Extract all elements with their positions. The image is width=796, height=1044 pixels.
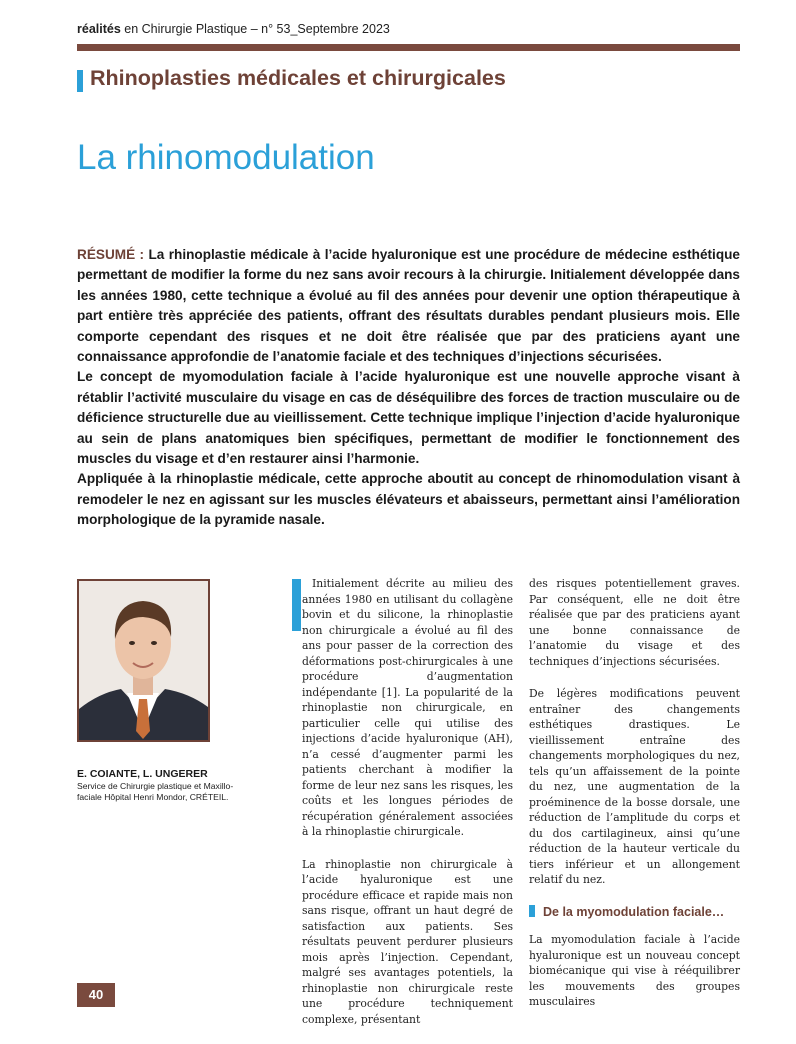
dropcap-marker bbox=[292, 579, 301, 631]
header-rule bbox=[77, 44, 740, 51]
page-number: 40 bbox=[77, 983, 115, 1007]
abstract-text: La rhinoplastie médicale à l’acide hyaluronique est une procédure de médecine esthétique permettant de modifier la forme du nez sans avoir recours à la chirurgie. Initialement développée dans les années 1980, cette technique a évolué au fil des années pour devenir une option thérapeutique à part entière très appréciée des patients, offrant des résultats durables pendant plusieurs mois. Elle comporte cependant des risques et ne doit être réalisée que par des praticiens ayant une connaissance approfondie de l’anatomie faciale et des techniques d’injections sécurisées. bbox=[77, 247, 740, 365]
body-paragraph: La myomodulation faciale à l’acide hyaluronique est un nouveau concept biomécanique qui vise à rééquilibrer les mouvements des groupes musculaires bbox=[529, 933, 740, 1008]
author-names: E. COIANTE, L. UNGERER bbox=[77, 768, 208, 780]
author-photo bbox=[77, 579, 210, 742]
body-paragraph: De légères modifications peuvent entraîner des changements esthétiques drastiques. Le vieillissement entraîne des changements morphologiques du nez, tels qu’un affaissement de la pointe du nez, une augmentation de la proéminence de la bosse dorsale, une réduction de l’amplitude du corps et du dos cartilagineux, ainsi qu’une réduction de la hauteur verticale du tiers inférieur et un allongement relatif du nez. bbox=[529, 687, 740, 886]
article-title: La rhinomodulation bbox=[77, 138, 375, 177]
body-column-1 bbox=[302, 576, 513, 1044]
body-paragraph: Initialement décrite au milieu des années 1980 en utilisant du collagène bovin et du silicone, la rhinoplastie non chirurgicale a évolué au fil des ans pour passer de la correction des déformations post-chirurgicales à une procédure d’augmentation indépendante [1]. La popularité de la rhinoplastie non chirurgicale, en particulier celle qui utilise des injections d’acide hyaluronique (AH), n’a cessé d’augmenter parmi les patients cherchant à modifier la forme de leur nez sans les risques, les coûts et les longues périodes de récupération généralement associées à la rhinoplastie chirurgicale. bbox=[302, 577, 513, 838]
author-affiliation: Service de Chirurgie plastique et Maxillo-faciale Hôpital Henri Mondor, CRÉTEIL. bbox=[77, 781, 234, 802]
abstract-paragraph: Appliquée à la rhinoplastie médicale, cette approche aboutit au concept de rhinomodulation visant à remodeler le nez en agissant sur les muscles élévateurs et abaisseurs, permettant ainsi l’amélioration morphologique de la pyramide nasale. bbox=[77, 471, 740, 528]
section-title: Rhinoplasties médicales et chirurgicales bbox=[90, 66, 506, 90]
running-header bbox=[77, 22, 390, 36]
journal-issue: en Chirurgie Plastique – n° 53_Septembre 2023 bbox=[120, 22, 390, 36]
body-paragraph: des risques potentiellement graves. Par conséquent, elle ne doit être réalisée que par des praticiens ayant une bonne connaissance de l’anatomie du visage et des techniques d’injections sécurisées. bbox=[529, 577, 740, 668]
subsection-marker bbox=[529, 905, 535, 917]
body-paragraph: La rhinoplastie non chirurgicale à l’acide hyaluronique est une procédure efficace et rapide mais non sans risque, offrant un haut degré de satisfaction aux patients. Ses résultats peuvent perdurer plusieurs mois après l’injection. Cependant, malgré ses avantages potentiels, la rhinoplastie non chirurgicale reste une procédure techniquement complexe, présentant bbox=[302, 857, 513, 1026]
subsection-heading bbox=[529, 905, 740, 921]
abstract bbox=[77, 245, 740, 531]
abstract-paragraph: Le concept de myomodulation faciale à l’acide hyaluronique est une nouvelle approche visant à rétablir l’activité musculaire du visage en cas de déséquilibre des forces de traction musculaire ou de déficience structurelle due au vieillissement. Cette technique implique l’injection d’acide hyaluronique au sein de plans anatomiques bien spécifiques, permettant de modifier le fonctionnement des muscles du visage et d’en restaurer ainsi l’harmonie. bbox=[77, 369, 740, 467]
subsection-heading-text: De la myomodulation faciale… bbox=[543, 904, 725, 919]
author-portrait-image bbox=[79, 581, 208, 740]
abstract-label: RÉSUMÉ : bbox=[77, 247, 149, 262]
journal-brand: réalités bbox=[77, 22, 121, 36]
section-marker bbox=[77, 70, 83, 92]
abstract-paragraph bbox=[77, 245, 740, 367]
body-column-2 bbox=[529, 576, 740, 1027]
